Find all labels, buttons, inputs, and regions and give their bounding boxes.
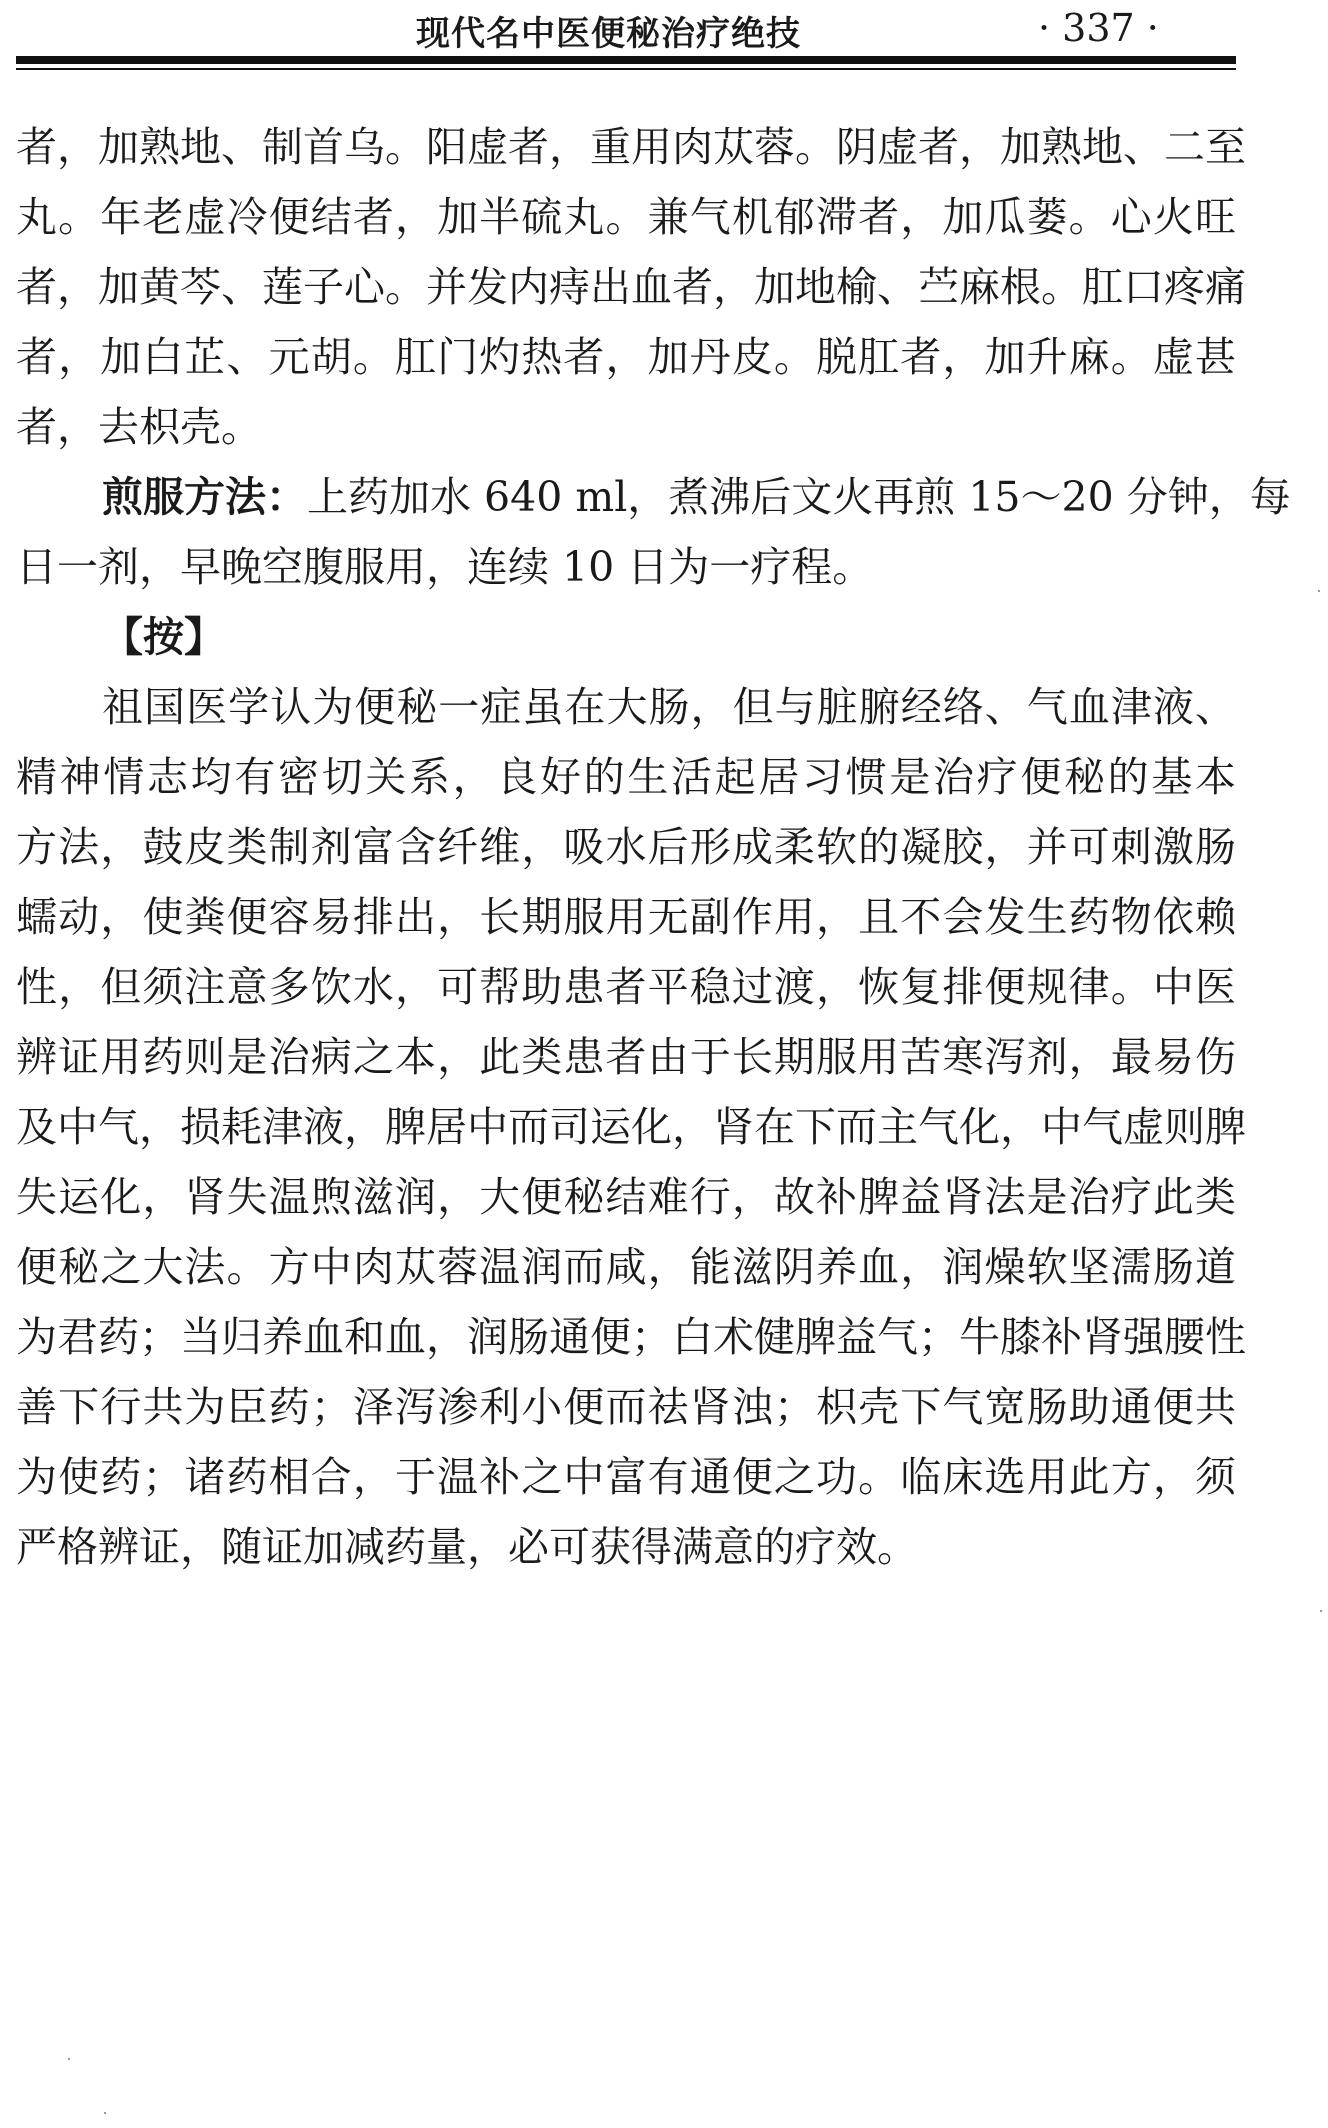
text-line: 严格辨证，随证加减药量，必可获得满意的疗效。 [16, 1523, 918, 1571]
method-label: 煎服方法： [102, 473, 307, 521]
scan-speck [1318, 590, 1320, 592]
text-line: 辨证用药则是治病之本，此类患者由于长期服用苦寒泻剂，最易伤 [16, 1033, 1236, 1081]
method-text: 上药加水 640 ml，煮沸后文火再煎 15～20 分钟，每 [307, 473, 1291, 521]
note-section [16, 602, 1246, 1582]
page-header [16, 0, 1236, 60]
text-line: 为使药；诸药相合，于温补之中富有通便之功。临床选用此方，须 [16, 1453, 1236, 1501]
text-line: 性，但须注意多饮水，可帮助患者平稳过渡，恢复排便规律。中医 [16, 963, 1236, 1011]
text-line: 者，去枳壳。 [16, 403, 262, 451]
running-title: 现代名中医便秘治疗绝技 [416, 14, 801, 54]
scan-speck [68, 2058, 70, 2060]
header-rule-thin [16, 68, 1236, 70]
paragraph-modifications [16, 112, 1246, 462]
text-line: 丸。年老虚冷便结者，加半硫丸。兼气机郁滞者，加瓜蒌。心火旺 [16, 193, 1236, 241]
text-line: 及中气，损耗津液，脾居中而司运化，肾在下而主气化，中气虚则脾 [16, 1103, 1246, 1151]
text-line: 善下行共为臣药；泽泻渗利小便而祛肾浊；枳壳下气宽肠助通便共 [16, 1383, 1236, 1431]
text-line: 为君药；当归养血和血，润肠通便；白术健脾益气；牛膝补肾强腰性 [16, 1313, 1246, 1361]
scan-speck [1320, 1610, 1322, 1612]
note-heading: 【按】 [102, 613, 225, 661]
text-line: 者，加白芷、元胡。肛门灼热者，加丹皮。脱肛者，加升麻。虚甚 [16, 333, 1236, 381]
text-line: 便秘之大法。方中肉苁蓉温润而咸，能滋阴养血，润燥软坚濡肠道 [16, 1243, 1236, 1291]
paragraph-method [16, 462, 1291, 602]
text-line: 蠕动，使粪便容易排出，长期服用无副作用，且不会发生药物依赖 [16, 893, 1236, 941]
text-line: 失运化，肾失温煦滋润，大便秘结难行，故补脾益肾法是治疗此类 [16, 1173, 1236, 1221]
header-rule-thick [16, 56, 1236, 64]
method-line [16, 462, 1291, 532]
text-line: 方法，鼓皮类制剂富含纤维，吸水后形成柔软的凝胶，并可刺激肠 [16, 823, 1236, 871]
text-line: 祖国医学认为便秘一症虽在大肠，但与脏腑经络、气血津液、 [102, 683, 1236, 731]
body-text [16, 112, 1291, 1582]
text-line: 者，加熟地、制首乌。阳虚者，重用肉苁蓉。阴虚者，加熟地、二至 [16, 123, 1246, 171]
text-line: 精神情志均有密切关系，良好的生活起居习惯是治疗便秘的基本 [16, 753, 1236, 801]
text-line: 者，加黄芩、莲子心。并发内痔出血者，加地榆、苎麻根。肛口疼痛 [16, 263, 1246, 311]
scan-speck [104, 2112, 106, 2114]
page-number: · 337 · [1038, 6, 1159, 50]
text-line: 日一剂，早晚空腹服用，连续 10 日为一疗程。 [16, 543, 874, 591]
